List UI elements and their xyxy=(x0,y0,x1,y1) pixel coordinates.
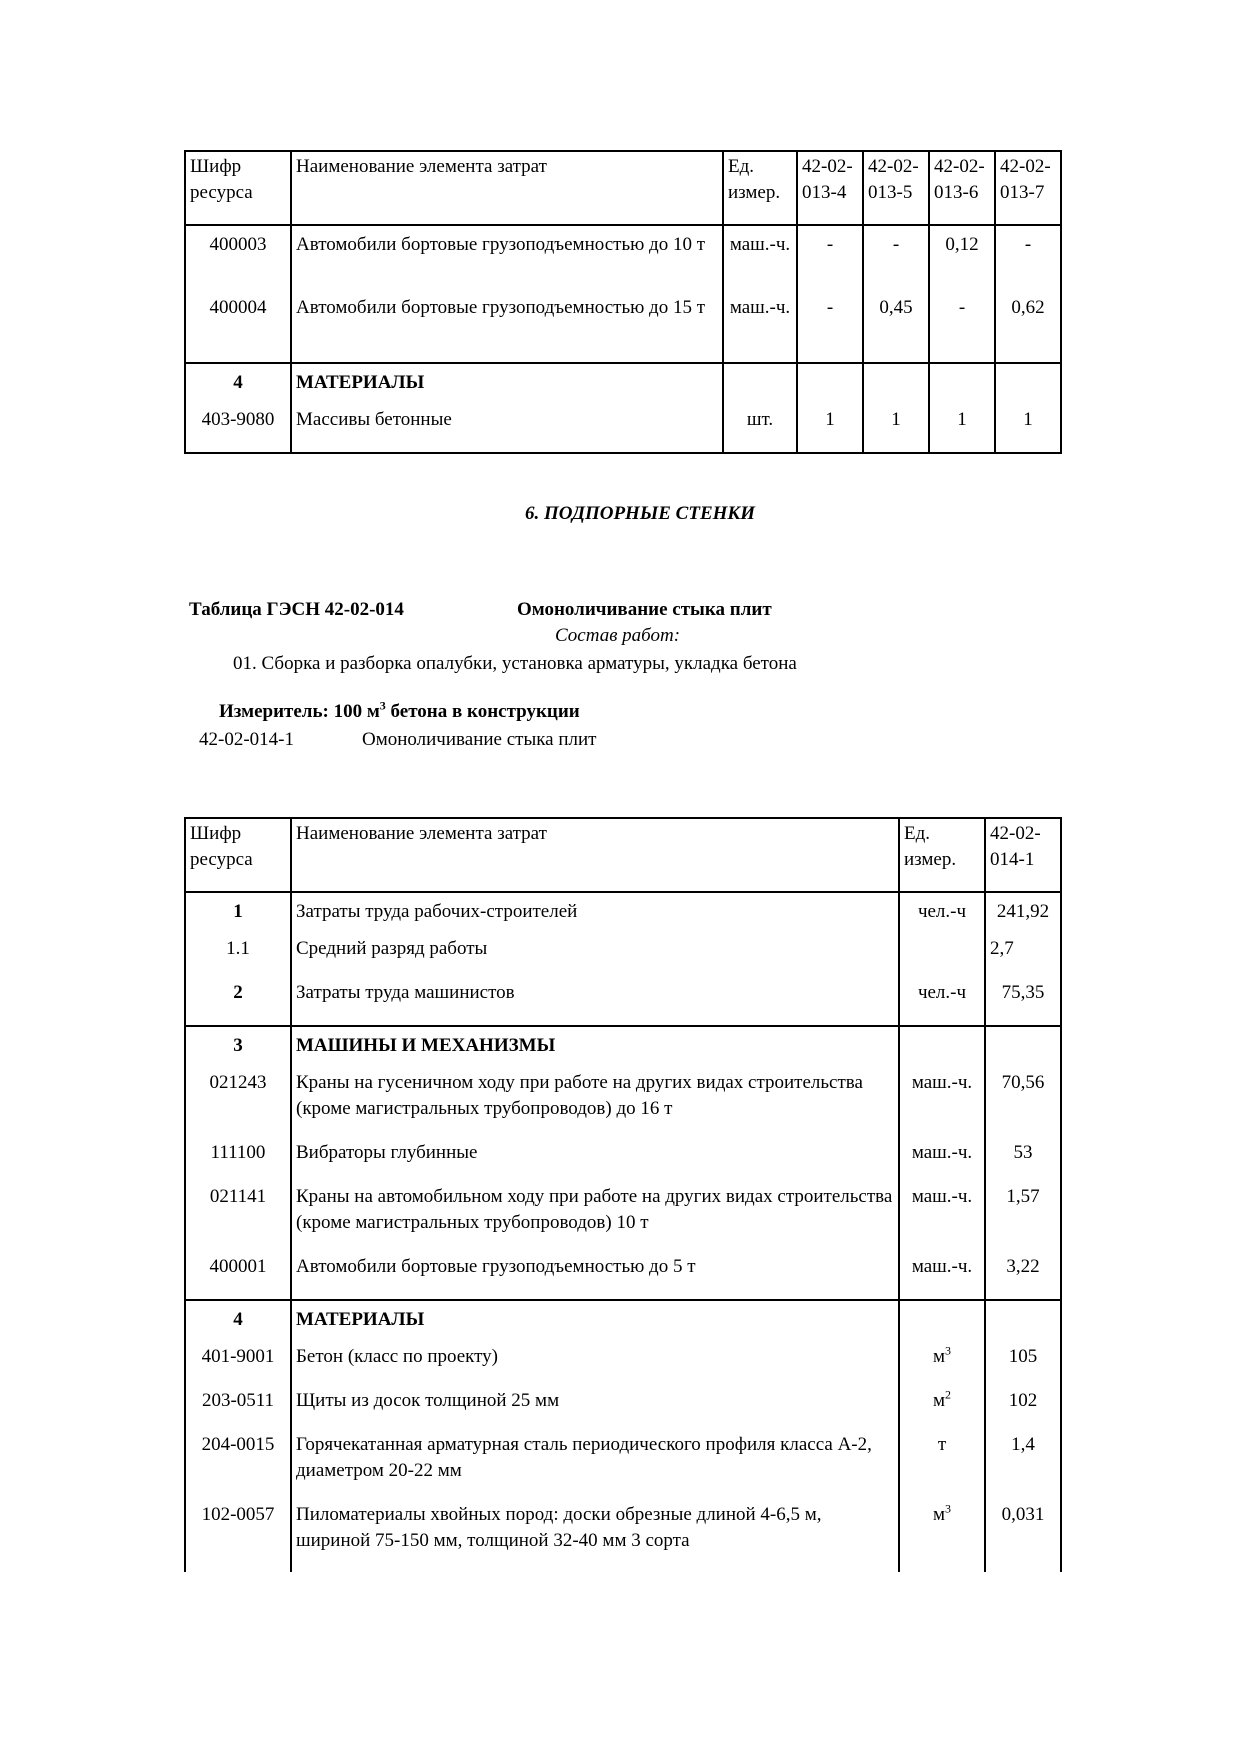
code-line-code: 42-02-014-1 xyxy=(199,729,294,750)
section-row xyxy=(185,1300,1061,1344)
header-unit: Ед. измер. xyxy=(899,818,985,892)
table-row xyxy=(185,1254,1061,1300)
code-line-name: Омоноличивание стыка плит xyxy=(362,729,597,750)
resource-table-014 xyxy=(184,817,1062,1572)
row-unit: маш.-ч. xyxy=(723,295,797,363)
row-name: Автомобили бортовые грузоподъемностью до 15 т xyxy=(291,295,723,363)
section-name: МАТЕРИАЛЫ xyxy=(291,363,723,407)
row-code: 1.1 xyxy=(185,936,291,980)
row-unit: чел.-ч xyxy=(899,892,985,936)
unit-text: м xyxy=(932,1346,946,1367)
row-name: Пиломатериалы хвойных пород: доски обрезные длиной 4-6,5 м, шириной 75-150 мм, толщиной 32-40 мм 3 сорта xyxy=(291,1502,899,1572)
unit-text: м xyxy=(932,1504,946,1525)
row-code: 102-0057 xyxy=(185,1502,291,1572)
row-value: 1,57 xyxy=(985,1184,1061,1254)
row-code: 2 xyxy=(185,980,291,1026)
table-row xyxy=(185,936,1061,980)
table-row xyxy=(185,892,1061,936)
row-code: 111100 xyxy=(185,1140,291,1184)
row-value: 241,92 xyxy=(985,892,1061,936)
table-row xyxy=(185,1344,1061,1388)
row-unit xyxy=(899,1388,985,1432)
row-value: - xyxy=(995,225,1061,295)
header-unit: Ед. измер. xyxy=(723,151,797,225)
row-name: Автомобили бортовые грузоподъемностью до 10 т xyxy=(291,225,723,295)
table-row xyxy=(185,225,1061,295)
section-row xyxy=(185,1026,1061,1070)
row-code: 400004 xyxy=(185,295,291,363)
header-col: 42-02-014-1 xyxy=(985,818,1061,892)
table-row xyxy=(185,1502,1061,1572)
row-value: 70,56 xyxy=(985,1070,1061,1140)
row-code: 203-0511 xyxy=(185,1388,291,1432)
header-col: 42-02-013-7 xyxy=(995,151,1061,225)
row-unit: маш.-ч. xyxy=(899,1254,985,1300)
row-unit xyxy=(899,1432,985,1502)
row-value: 1,4 xyxy=(985,1432,1061,1502)
header-code: Шифр ресурса xyxy=(185,151,291,225)
header-name: Наименование элемента затрат xyxy=(291,818,899,892)
row-name: Автомобили бортовые грузоподъемностью до 5 т xyxy=(291,1254,899,1300)
table-header-row xyxy=(185,151,1061,225)
work-item: 01. Сборка и разборка опалубки, установка арматуры, укладка бетона xyxy=(233,653,797,674)
section-row xyxy=(185,363,1061,407)
row-code: 400003 xyxy=(185,225,291,295)
unit-sup: 3 xyxy=(945,1501,952,1516)
row-name: Краны на автомобильном ходу при работе на других видах строительства (кроме магистральных трубопроводов) 10 т xyxy=(291,1184,899,1254)
header-col: 42-02-013-5 xyxy=(863,151,929,225)
row-name: Щиты из досок толщиной 25 мм xyxy=(291,1388,899,1432)
unit-text: м xyxy=(932,1390,946,1411)
row-code: 401-9001 xyxy=(185,1344,291,1388)
section-name: МАТЕРИАЛЫ xyxy=(291,1300,899,1344)
row-value: 1 xyxy=(863,407,929,453)
row-value: 0,45 xyxy=(863,295,929,363)
work-composition-label: Состав работ: xyxy=(555,625,681,646)
table-title: Омоноличивание стыка плит xyxy=(517,599,772,620)
row-code: 021243 xyxy=(185,1070,291,1140)
row-unit xyxy=(899,1502,985,1572)
row-unit: чел.-ч xyxy=(899,980,985,1026)
table-reference: Таблица ГЭСН 42-02-014 xyxy=(189,599,404,620)
table-row xyxy=(185,1070,1061,1140)
row-code: 021141 xyxy=(185,1184,291,1254)
row-value: - xyxy=(797,295,863,363)
header-col: 42-02-013-4 xyxy=(797,151,863,225)
row-value: 0,031 xyxy=(985,1502,1061,1572)
row-value: 105 xyxy=(985,1344,1061,1388)
header-name: Наименование элемента затрат xyxy=(291,151,723,225)
header-col: 42-02-013-6 xyxy=(929,151,995,225)
measurement-sup: 3 xyxy=(379,698,386,713)
row-value: 3,22 xyxy=(985,1254,1061,1300)
table-row xyxy=(185,1140,1061,1184)
row-unit xyxy=(899,936,985,980)
row-code: 1 xyxy=(185,892,291,936)
row-unit: маш.-ч. xyxy=(899,1070,985,1140)
table-row xyxy=(185,1388,1061,1432)
row-name: Затраты труда рабочих-строителей xyxy=(291,892,899,936)
row-unit xyxy=(899,1344,985,1388)
section-title: 6. ПОДПОРНЫЕ СТЕНКИ xyxy=(524,503,756,524)
row-value: 53 xyxy=(985,1140,1061,1184)
row-unit: шт. xyxy=(723,407,797,453)
table-header-row xyxy=(185,818,1061,892)
row-value: 0,12 xyxy=(929,225,995,295)
row-code: 400001 xyxy=(185,1254,291,1300)
measurement-suffix: бетона в конструкции xyxy=(385,701,580,722)
row-value: - xyxy=(929,295,995,363)
header-code: Шифр ресурса xyxy=(185,818,291,892)
row-value: 1 xyxy=(929,407,995,453)
unit-sup: 2 xyxy=(945,1387,952,1402)
measurement-prefix: Измеритель: 100 м xyxy=(219,701,380,722)
row-name: Горячекатанная арматурная сталь периодического профиля класса А-2, диаметром 20-22 мм xyxy=(291,1432,899,1502)
row-value: 0,62 xyxy=(995,295,1061,363)
row-value: 1 xyxy=(797,407,863,453)
row-value: 1 xyxy=(995,407,1061,453)
row-name: Бетон (класс по проекту) xyxy=(291,1344,899,1388)
row-code: 403-9080 xyxy=(185,407,291,453)
row-code: 204-0015 xyxy=(185,1432,291,1502)
row-name: Массивы бетонные xyxy=(291,407,723,453)
row-value: - xyxy=(797,225,863,295)
resource-table-013 xyxy=(184,150,1062,454)
table-row xyxy=(185,407,1061,453)
row-unit: маш.-ч. xyxy=(723,225,797,295)
table-row xyxy=(185,980,1061,1026)
row-name: Краны на гусеничном ходу при работе на других видах строительства (кроме магистральных трубопроводов) до 16 т xyxy=(291,1070,899,1140)
table-row xyxy=(185,1184,1061,1254)
row-value: 2,7 xyxy=(985,936,1061,980)
unit-sup: 3 xyxy=(945,1343,952,1358)
section-code: 3 xyxy=(185,1026,291,1070)
row-name: Затраты труда машинистов xyxy=(291,980,899,1026)
table-row xyxy=(185,1432,1061,1502)
section-code: 4 xyxy=(185,1300,291,1344)
table-row xyxy=(185,295,1061,363)
unit-text: т xyxy=(937,1434,947,1455)
row-unit: маш.-ч. xyxy=(899,1184,985,1254)
row-value: 102 xyxy=(985,1388,1061,1432)
measurement-unit xyxy=(219,699,580,725)
row-unit: маш.-ч. xyxy=(899,1140,985,1184)
row-value: 75,35 xyxy=(985,980,1061,1026)
section-name: МАШИНЫ И МЕХАНИЗМЫ xyxy=(291,1026,899,1070)
section-code: 4 xyxy=(185,363,291,407)
row-value: - xyxy=(863,225,929,295)
row-name: Средний разряд работы xyxy=(291,936,899,980)
row-name: Вибраторы глубинные xyxy=(291,1140,899,1184)
